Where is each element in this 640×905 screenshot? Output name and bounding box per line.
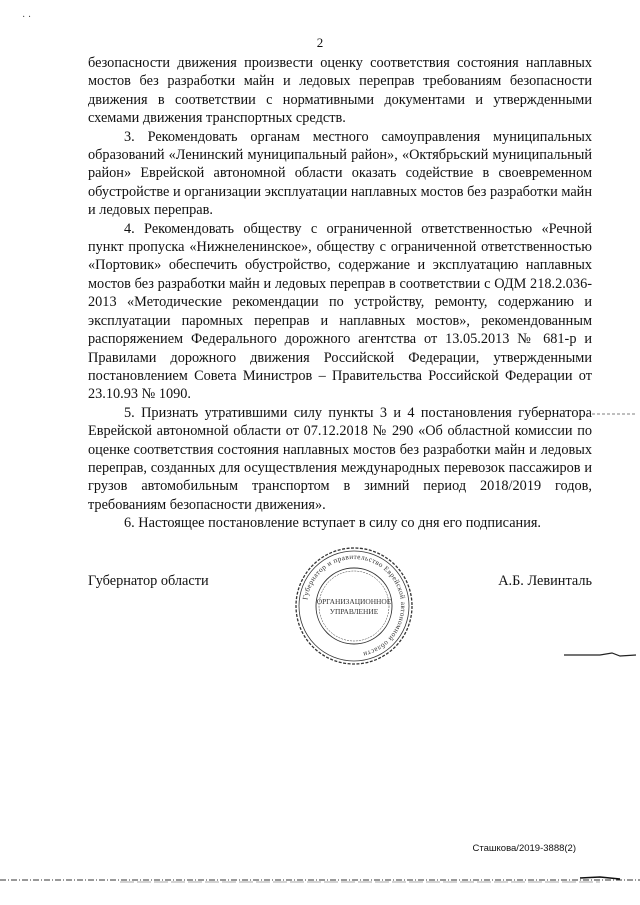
page-number: 2	[316, 35, 324, 50]
document-footer-code: Сташкова/2019-3888(2)	[472, 843, 576, 854]
scan-artifact-mark: · ·	[22, 12, 32, 23]
signatory-position: Губернатор области	[88, 573, 209, 589]
paragraph-3: 3. Рекомендовать органам местного самоуправления муниципальных образований «Ленинский муниципальный район», «Октябрьский муниципальный район» Еврейской автономной области оказать содействие в своевременном обустройстве и организации эксплуатации наплавных мостов без разработки майн и ледовых переправ.	[88, 128, 592, 219]
document-body	[88, 54, 592, 533]
paragraph-6: 6. Настоящее постановление вступает в силу со дня его подписания.	[124, 515, 541, 532]
seal-ring-text: Губернатор и правительство Еврейской автономной области	[301, 552, 408, 659]
seal-center-line2: УПРАВЛЕНИЕ	[329, 607, 379, 616]
seal-center-line1: ОРГАНИЗАЦИОННОЕ	[316, 597, 392, 606]
paragraph-5: 5. Признать утратившими силу пункты 3 и 4 постановления губернатора Еврейской автономной области от 07.12.2018 № 290 «Об областной комиссии по оценке соответствия состояния наплавных мостов без разработки майн и ледовых переправ, созданных для осуществления международных перевозок пассажиров и грузов автомобильным транспортом в зимний период 2018/2019 годов, требованиям безопасности движения».	[88, 404, 592, 513]
scan-edge-artifact	[0, 872, 640, 886]
scan-artifact-stroke	[560, 650, 640, 660]
paragraph-4: 4. Рекомендовать обществу с ограниченной ответственностью «Речной пункт пропуска «Нижнеленинское», обществу с ограниченной ответственностью «Портовик» обеспечить обустройство, содержание и эксплуатацию наплавных мостов без разработки майн и ледовых переправ в соответствии с ОДМ 218.2.036-2013 «Методические рекомендации по устройству, ремонту, содержанию и эксплуатации паромных переправ и наплавных мостов», рекомендованным распоряжением Федерального дорожного агентства от 13.05.2013 № 681-р и Правилами дорожного движения Российской Федерации, утвержденными постановлением Совета Министров – Правительства Российской Федерации от 23.10.93 № 1090.	[88, 220, 592, 403]
scan-artifact-dash	[590, 410, 640, 418]
official-seal	[292, 544, 416, 668]
signatory-name: А.Б. Левинталь	[498, 573, 592, 589]
paragraph-continuation: безопасности движения произвести оценку соответствия состояния наплавных мостов без разработки майн и ледовых переправ требованиям безопасности движения в соответствии с нормативными документами и утвержденными схемами движения транспортных средств.	[88, 55, 592, 127]
